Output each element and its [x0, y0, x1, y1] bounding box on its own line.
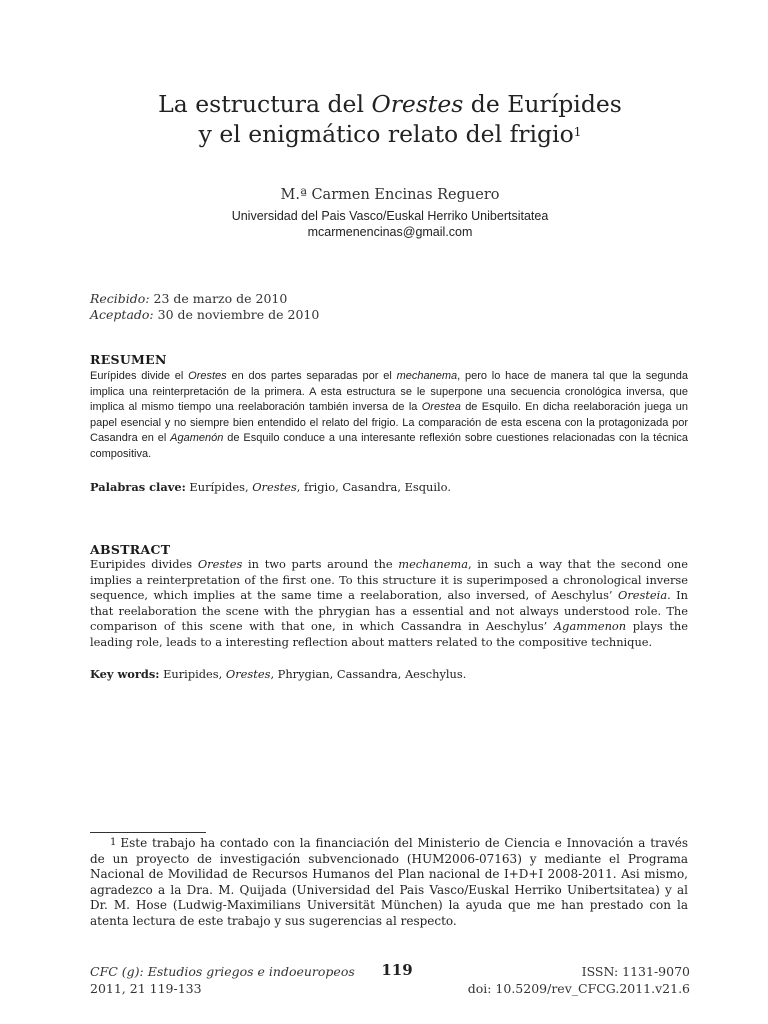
footnote-separator	[90, 832, 206, 833]
author-affiliation: Universidad del Pais Vasco/Euskal Herriko Unibertsitatea	[231, 209, 549, 223]
author-name: M.ª Carmen Encinas Reguero	[280, 187, 500, 203]
resumen-keywords: Palabras clave: Eurípides, Orestes, frigio, Casandra, Esquilo.	[90, 480, 451, 494]
issn: ISSN: 1131-9070	[581, 964, 690, 979]
author-email: mcarmenencinas@gmail.com	[307, 225, 473, 239]
footnote-1	[90, 836, 688, 930]
doi: doi: 10.5209/rev_CFCG.2011.v21.6	[467, 981, 690, 996]
page-number: 119	[381, 961, 413, 979]
title-line-1: La estructura del Orestes de Eurípides	[158, 90, 622, 118]
footer-identifiers	[468, 963, 690, 997]
submission-dates	[90, 291, 319, 323]
journal-name: CFC (g): Estudios griegos e indoeuropeos	[90, 964, 355, 979]
abstract-heading: ABSTRACT	[90, 542, 171, 557]
accepted-date: Aceptado: 30 de noviembre de 2010	[90, 307, 320, 322]
resumen-heading: RESUMEN	[90, 352, 167, 367]
footnote-number: 1	[110, 837, 117, 848]
author-affiliation-block	[90, 208, 690, 240]
received-date: Recibido: 23 de marzo de 2010	[90, 291, 288, 306]
title-footnote-marker: 1	[573, 125, 582, 139]
abstract-keywords: Key words: Euripides, Orestes, Phrygian, Cassandra, Aeschylus.	[90, 667, 467, 681]
footnote-text: Este trabajo ha contado con la financiación del Ministerio de Ciencia e Innovación a través de un proyecto de investigación subvencionado (HUM2006-07163) y mediante el Programa Nacional de Movilidad de Recursos Humanos del Plan nacional de I+D+I 2008-2011. Asi mismo, agradezco a la Dra. M. Quijada (Universidad del Pais Vasco/Euskal Herriko Unibertsitatea) y al Dr. M. Hose (Ludwig-Maximilians Universität München) la ayuda que me han prestado con la atenta lectura de este trabajo y sus sugerencias al respecto.	[90, 836, 688, 928]
article-title	[90, 89, 690, 149]
resumen-body: Eurípides divide el Orestes en dos partes separadas por el mechanema, pero lo hace de manera tal que la segunda implica una reinterpretación de la primera. A esta estructura se le superpone una secuencia cronológica inversa, que implica al mismo tiempo una reelaboración también inversa de la Orestea de Esquilo. En dicha reelaboración juega un papel esencial y no siempre bien entendido el relato del frigio. La comparación de esta escena con la protagonizada por Casandra en el Agamenón de Esquilo conduce a una interesante reflexión sobre cuestiones relacionadas con la técnica compositiva.	[90, 370, 688, 460]
abstract-body: Euripides divides Orestes in two parts around the mechanema, in such a way that the second one implies a reinterpretation of the first one. To this structure it is superimposed a chronological inverse sequence, which implies at the same time a reelaboration, also inversed, of Aeschylus’ Oresteia. In that reelaboration the scene with the phrygian has a essential and not always understood role. The comparison of this scene with that one, in which Cassandra in Aeschylus’ Agammenon plays the leading role, leads to a interesting reflection about matters related to the compositive technique.	[90, 557, 688, 649]
title-line-2: y el enigmático relato del frigio$^1$	[198, 120, 582, 148]
footer-citation	[90, 963, 355, 997]
journal-volume: 2011, 21 119-133	[90, 981, 202, 996]
